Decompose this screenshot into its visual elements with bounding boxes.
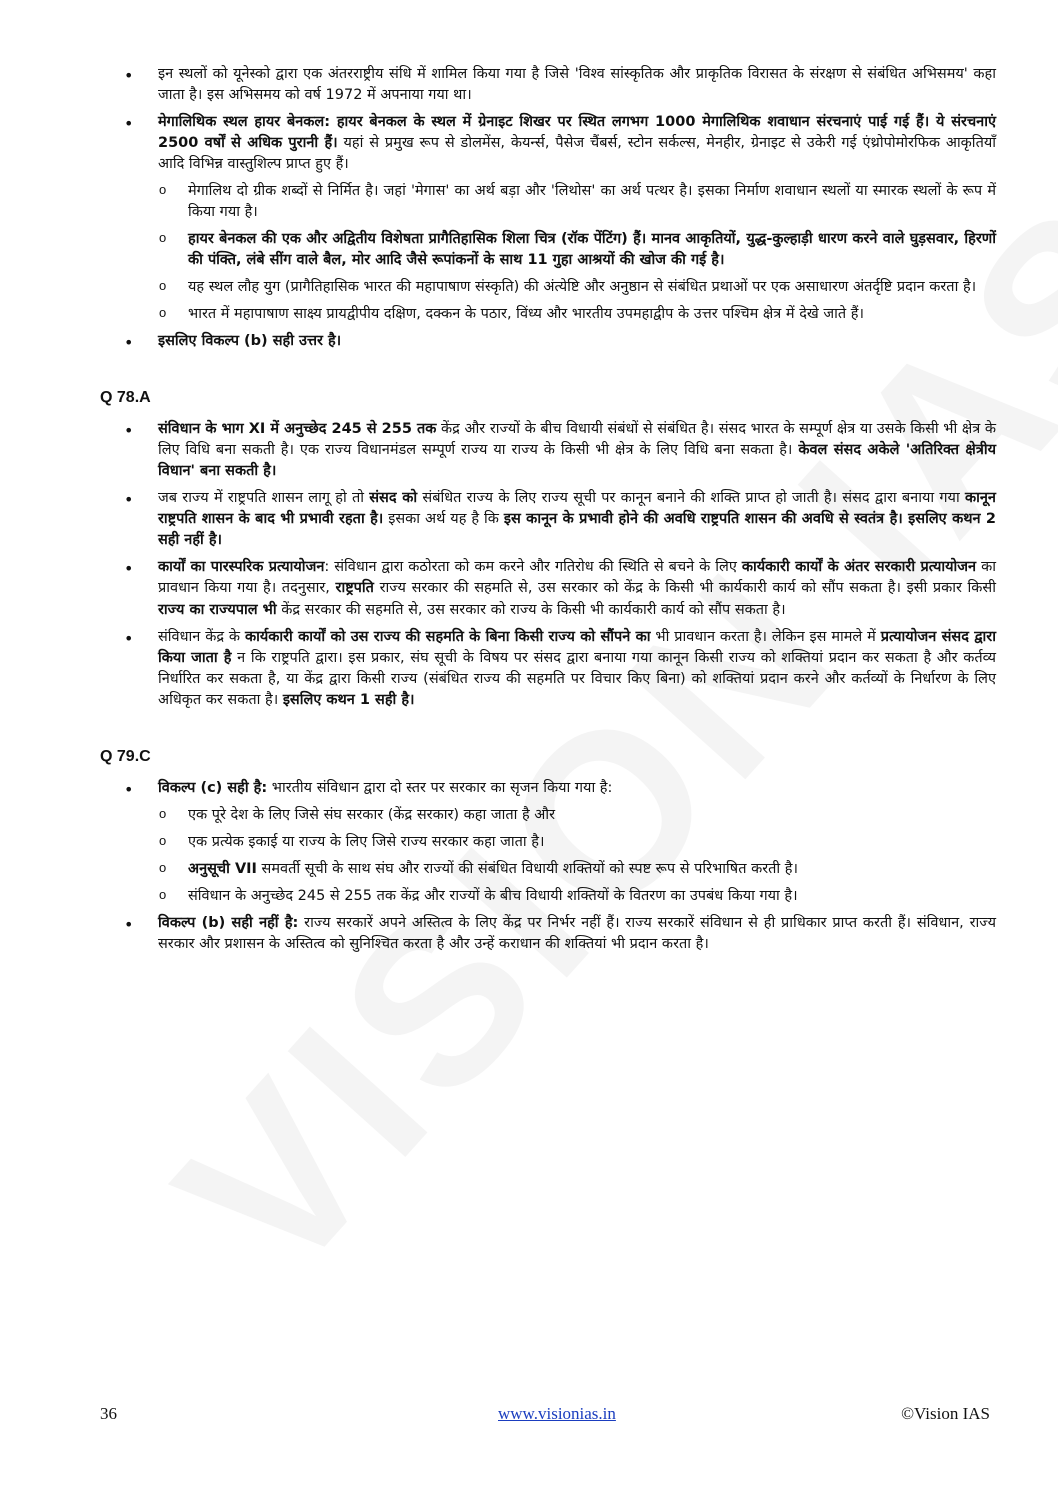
bold-text: संसद को — [369, 490, 418, 507]
bullet-item — [100, 627, 996, 711]
bullet-item — [100, 331, 996, 352]
sub-bullet-item — [100, 805, 996, 826]
bullet-item — [100, 488, 996, 551]
bold-text: राष्ट्रपति — [335, 580, 374, 597]
bold-text: कार्यों का पारस्परिक प्रत्यायोजन — [158, 559, 325, 576]
text-run: भी प्रावधान करता है। लेकिन इस मामले में — [650, 628, 881, 645]
bold-text: विकल्प (c) सही है: — [158, 779, 268, 796]
text-run: यह स्थल लौह युग (प्रागैतिहासिक भारत की महापाषाण संस्कृति) की अंत्येष्टि और अनुष्ठान से संबंधित प्रथाओं पर एक असाधारण अंतर्दृष्टि प्रदान करता है। — [188, 279, 977, 296]
sub-bullet-item — [100, 886, 996, 907]
question-heading-78: Q 78.A — [100, 389, 151, 407]
bold-text: कानून राष्ट्रपति शासन के बाद भी प्रभावी रहता है। — [158, 490, 996, 528]
text-run: एक पूरे देश के लिए जिसे संघ सरकार (केंद्र सरकार) कहा जाता है और — [188, 806, 556, 823]
bold-text: विकल्प (b) सही नहीं है: — [158, 914, 299, 931]
text-run: मेगालिथ दो ग्रीक शब्दों से निर्मित है। जहां 'मेगास' का अर्थ बड़ा और 'लिथोस' का अर्थ पत्थर है। इसका निर्माण शवाधान स्थलों या स्मारक स्थलों के रूप में किया गया है। — [188, 183, 996, 221]
text-run: जब राज्य में राष्ट्रपति शासन लागू हो तो — [158, 490, 370, 507]
q78-bullet-list — [100, 419, 996, 710]
question-heading-79: Q 79.C — [100, 747, 151, 765]
sub-bullet-item — [100, 304, 996, 325]
bullet-item — [100, 64, 996, 106]
text-run: इसका अर्थ यह है कि — [383, 511, 504, 528]
text-run: भारत में महापाषाण साक्ष्य प्रायद्वीपीय दक्षिण, दक्कन के पठार, विंध्य और भारतीय उपमहाद्वीप के उत्तर पश्चिम क्षेत्र में देखे जाते हैं। — [188, 306, 864, 323]
sub-bullet-item — [100, 277, 996, 298]
bold-text: इस कानून के प्रभावी होने की अवधि राष्ट्रपति शासन की अवधि से स्वतंत्र है। इसलिए कथन 2 सही नहीं है। — [158, 511, 996, 549]
page-footer — [100, 1402, 990, 1424]
text-run: भारतीय संविधान द्वारा दो स्तर पर सरकार का सृजन किया गया है: — [267, 779, 613, 796]
text-run: राज्य सरकारें अपने अस्तित्व के लिए केंद्र पर निर्भर नहीं हैं। राज्य सरकारें संविधान से ही प्राधिकार प्राप्त करती हैं। संविधान, राज्य सरकार और प्रशासन के अस्तित्व को सुनिश्चित करता है और उन्हें कराधान की शक्तियां भी प्रदान करता है। — [158, 914, 996, 952]
bold-text: अनुसूची VII — [188, 860, 257, 877]
page-content — [100, 64, 996, 961]
intro-bullet-list — [100, 64, 996, 352]
footer-website-link[interactable]: www.visionias.in — [498, 1404, 616, 1423]
q79-bullet-list — [100, 778, 996, 955]
text-run: संबंधित राज्य के लिए राज्य सूची पर कानून बनाने की शक्ति प्राप्त हो जाती है। संसद द्वारा बनाया गया — [417, 490, 965, 507]
text-run: : संविधान द्वारा कठोरता को कम करने और गतिरोध की स्थिति से बचने के लिए — [324, 559, 742, 576]
bold-text: इसलिए विकल्प (b) सही उत्तर है। — [158, 333, 342, 350]
text-run: केंद्र सरकार की सहमति से, उस सरकार को राज्य के किसी भी कार्यकारी कार्य को सौंप सकता है। — [276, 601, 786, 618]
bold-text: कार्यकारी कार्यों को उस राज्य की सहमति के बिना किसी राज्य को सौंपने का — [244, 628, 651, 645]
text-run: यहां से प्रमुख रूप से डोलमेंस, केयर्न्स, पैसेज चैंबर्स, स्टोन सर्कल्स, मेनहीर, ग्रेनाइट से उकेरी गई एंथ्रोपोमोरफिक आकृतियाँ आदि विभिन्न वास्तुशिल्प प्राप्त हुए हैं। — [158, 135, 996, 173]
bold-text: मेगालिथिक स्थल हायर बेनकल: हायर बेनकल के स्थल में ग्रेनाइट शिखर पर स्थित लगभग 1000 मेगालिथिक शवाधान संरचनाएं पाई गई हैं। ये संरचनाएं 2500 वर्षों से अधिक पुरानी हैं। — [158, 114, 996, 152]
text-run: केंद्र और राज्यों के बीच विधायी संबंधों से संबंधित है। संसद भारत के सम्पूर्ण क्षेत्र या उसके किसी भी क्षेत्र के लिए विधि बना सकती है। एक राज्य विधानमंडल सम्पूर्ण राज्य या राज्य के किसी भी क्षेत्र के लिए विधि बना सकता है। — [158, 421, 996, 459]
bullet-item — [100, 557, 996, 620]
text-run: न कि राष्ट्रपति द्वारा। इस प्रकार, संघ सूची के विषय पर संसद द्वारा बनाया गया कानून किसी राज्य को शक्तियां प्रदान कर सकता है और कर्तव्य निर्धारित कर सकता है, या केंद्र द्वारा किसी राज्य (संबंधित राज्य की सहमति पर विचार किए बिना) को शक्तियां प्रदान करने और कर्तव्यों के निर्धारण के लिए अधिकृत कर सकता है। — [158, 649, 996, 708]
bold-text: केवल संसद अकेले 'अतिरिक्त क्षेत्रीय विधान' बना सकती है। — [158, 442, 996, 480]
text-run: समवर्ती सूची के साथ संघ और राज्यों की संबंधित विधायी शक्तियों को स्पष्ट रूप से परिभाषित करती है। — [256, 860, 798, 877]
bullet-item — [100, 112, 996, 175]
text-run: का प्रावधान किया गया है। तदनुसार, — [158, 559, 996, 597]
bold-text: हायर बेनकल की एक और अद्वितीय विशेषता प्रागैतिहासिक शिला चित्र (रॉक पेंटिंग) हैं। मानव आकृतियों, युद्ध-कुल्हाड़ी धारण करने वाले घुड़सवार, हिरणों की पंक्ति, लंबे सींग वाले बैल, मोर आदि जैसे रूपांकनों के साथ 11 गुहा आश्रयों की खोज की गई है। — [188, 231, 996, 269]
text-run: एक प्रत्येक इकाई या राज्य के लिए जिसे राज्य सरकार कहा जाता है। — [188, 833, 545, 850]
text-run: राज्य सरकार की सहमति से, उस सरकार को केंद्र के किसी भी कार्यकारी कार्य को सौंप सकता है। इसी प्रकार किसी — [373, 580, 996, 597]
sub-bullet-item — [100, 229, 996, 271]
bold-text: राज्य का राज्यपाल भी — [158, 601, 277, 618]
page-number: 36 — [100, 1404, 117, 1423]
bold-text: इसलिए कथन 1 सही है। — [282, 691, 415, 708]
bullet-item — [100, 778, 996, 799]
text-run: संविधान के अनुच्छेद 245 से 255 तक केंद्र और राज्यों के बीच विधायी शक्तियों के वितरण का उपबंध किया गया है। — [188, 887, 798, 904]
footer-copyright: ©Vision IAS — [901, 1404, 990, 1423]
sub-bullet-item — [100, 181, 996, 223]
sub-bullet-item — [100, 832, 996, 853]
sub-bullet-item — [100, 859, 996, 880]
bullet-item — [100, 913, 996, 955]
bold-text: संविधान के भाग XI में अनुच्छेद 245 से 255 तक — [158, 421, 437, 438]
text-run: इन स्थलों को यूनेस्को द्वारा एक अंतरराष्ट्रीय संधि में शामिल किया गया है जिसे 'विश्व सांस्कृतिक और प्राकृतिक विरासत के संरक्षण से संबंधित अभिसमय' कहा जाता है। इस अभिसमय को वर्ष 1972 में अपनाया गया था। — [158, 66, 996, 104]
bold-text: कार्यकारी कार्यों के अंतर सरकारी प्रत्यायोजन — [741, 559, 977, 576]
text-run: संविधान केंद्र के — [158, 628, 245, 645]
bullet-item — [100, 419, 996, 482]
bold-text: प्रत्यायोजन संसद द्वारा किया जाता है — [158, 628, 996, 666]
